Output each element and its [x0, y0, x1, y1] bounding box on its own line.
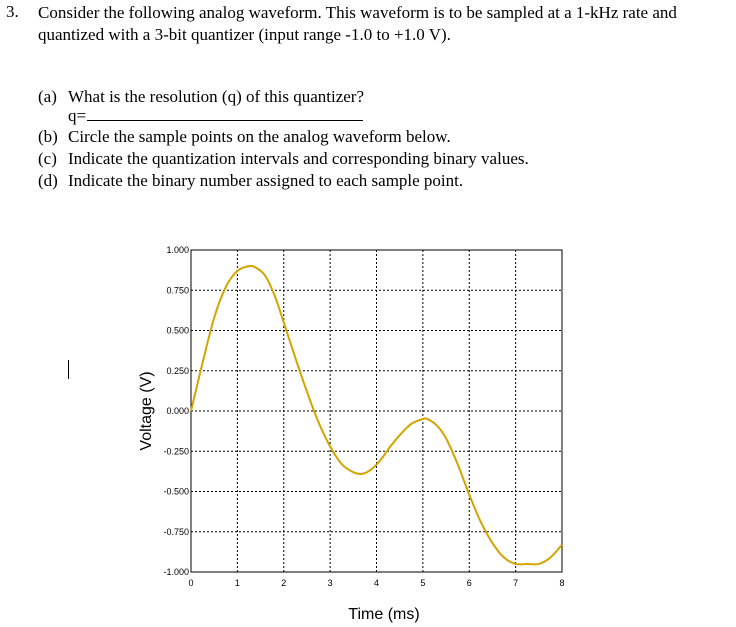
- part-b-label: (b): [38, 127, 58, 146]
- y-tick-label: -0.500: [163, 486, 189, 497]
- y-tick-label: 0.500: [166, 325, 189, 336]
- part-a-text: What is the resolution (q) of this quantizer?: [68, 87, 364, 106]
- part-c-text: Indicate the quantization intervals and corresponding binary values.: [68, 149, 529, 168]
- part-a-label: (a): [38, 87, 57, 106]
- y-tick-label: 0.250: [166, 365, 189, 376]
- part-d-label: (d): [38, 171, 58, 190]
- x-tick-label: 2: [281, 578, 287, 588]
- x-tick-label: 3: [327, 578, 333, 588]
- y-tick-label: 0.750: [166, 285, 189, 296]
- part-c-label: (c): [38, 149, 57, 168]
- x-tick-labels: [188, 578, 564, 588]
- y-tick-label: 0.000: [166, 406, 189, 416]
- y-axis-label: Voltage (V): [138, 371, 155, 451]
- y-tick-label: 1.000: [166, 245, 189, 255]
- part-d-text: Indicate the binary number assigned to each sample point.: [68, 171, 464, 190]
- answer-prefix: q=: [68, 106, 87, 125]
- question-statement-line2: quantized with a 3-bit quantizer (input range -1.0 to +1.0 V).: [38, 25, 451, 44]
- chart-grid: [191, 250, 562, 572]
- x-tick-label: 6: [466, 578, 472, 588]
- y-tick-label: -0.750: [163, 526, 189, 537]
- x-tick-label: 7: [513, 578, 519, 588]
- part-b-text: Circle the sample points on the analog waveform below.: [68, 127, 451, 146]
- y-tick-labels: [163, 245, 189, 577]
- question-number: 3.: [6, 2, 19, 21]
- y-tick-label: -0.250: [163, 446, 189, 457]
- x-tick-label: 4: [373, 578, 380, 588]
- x-axis-label: Time (ms): [348, 606, 420, 623]
- x-tick-label: 8: [559, 578, 565, 588]
- x-tick-label: 0: [188, 578, 194, 588]
- x-tick-label: 1: [234, 578, 240, 588]
- x-tick-label: 5: [420, 578, 426, 588]
- question-statement-line1: Consider the following analog waveform. This waveform is to be sampled at a 1-kHz rate and: [38, 3, 677, 22]
- y-tick-label: -1.000: [163, 567, 189, 577]
